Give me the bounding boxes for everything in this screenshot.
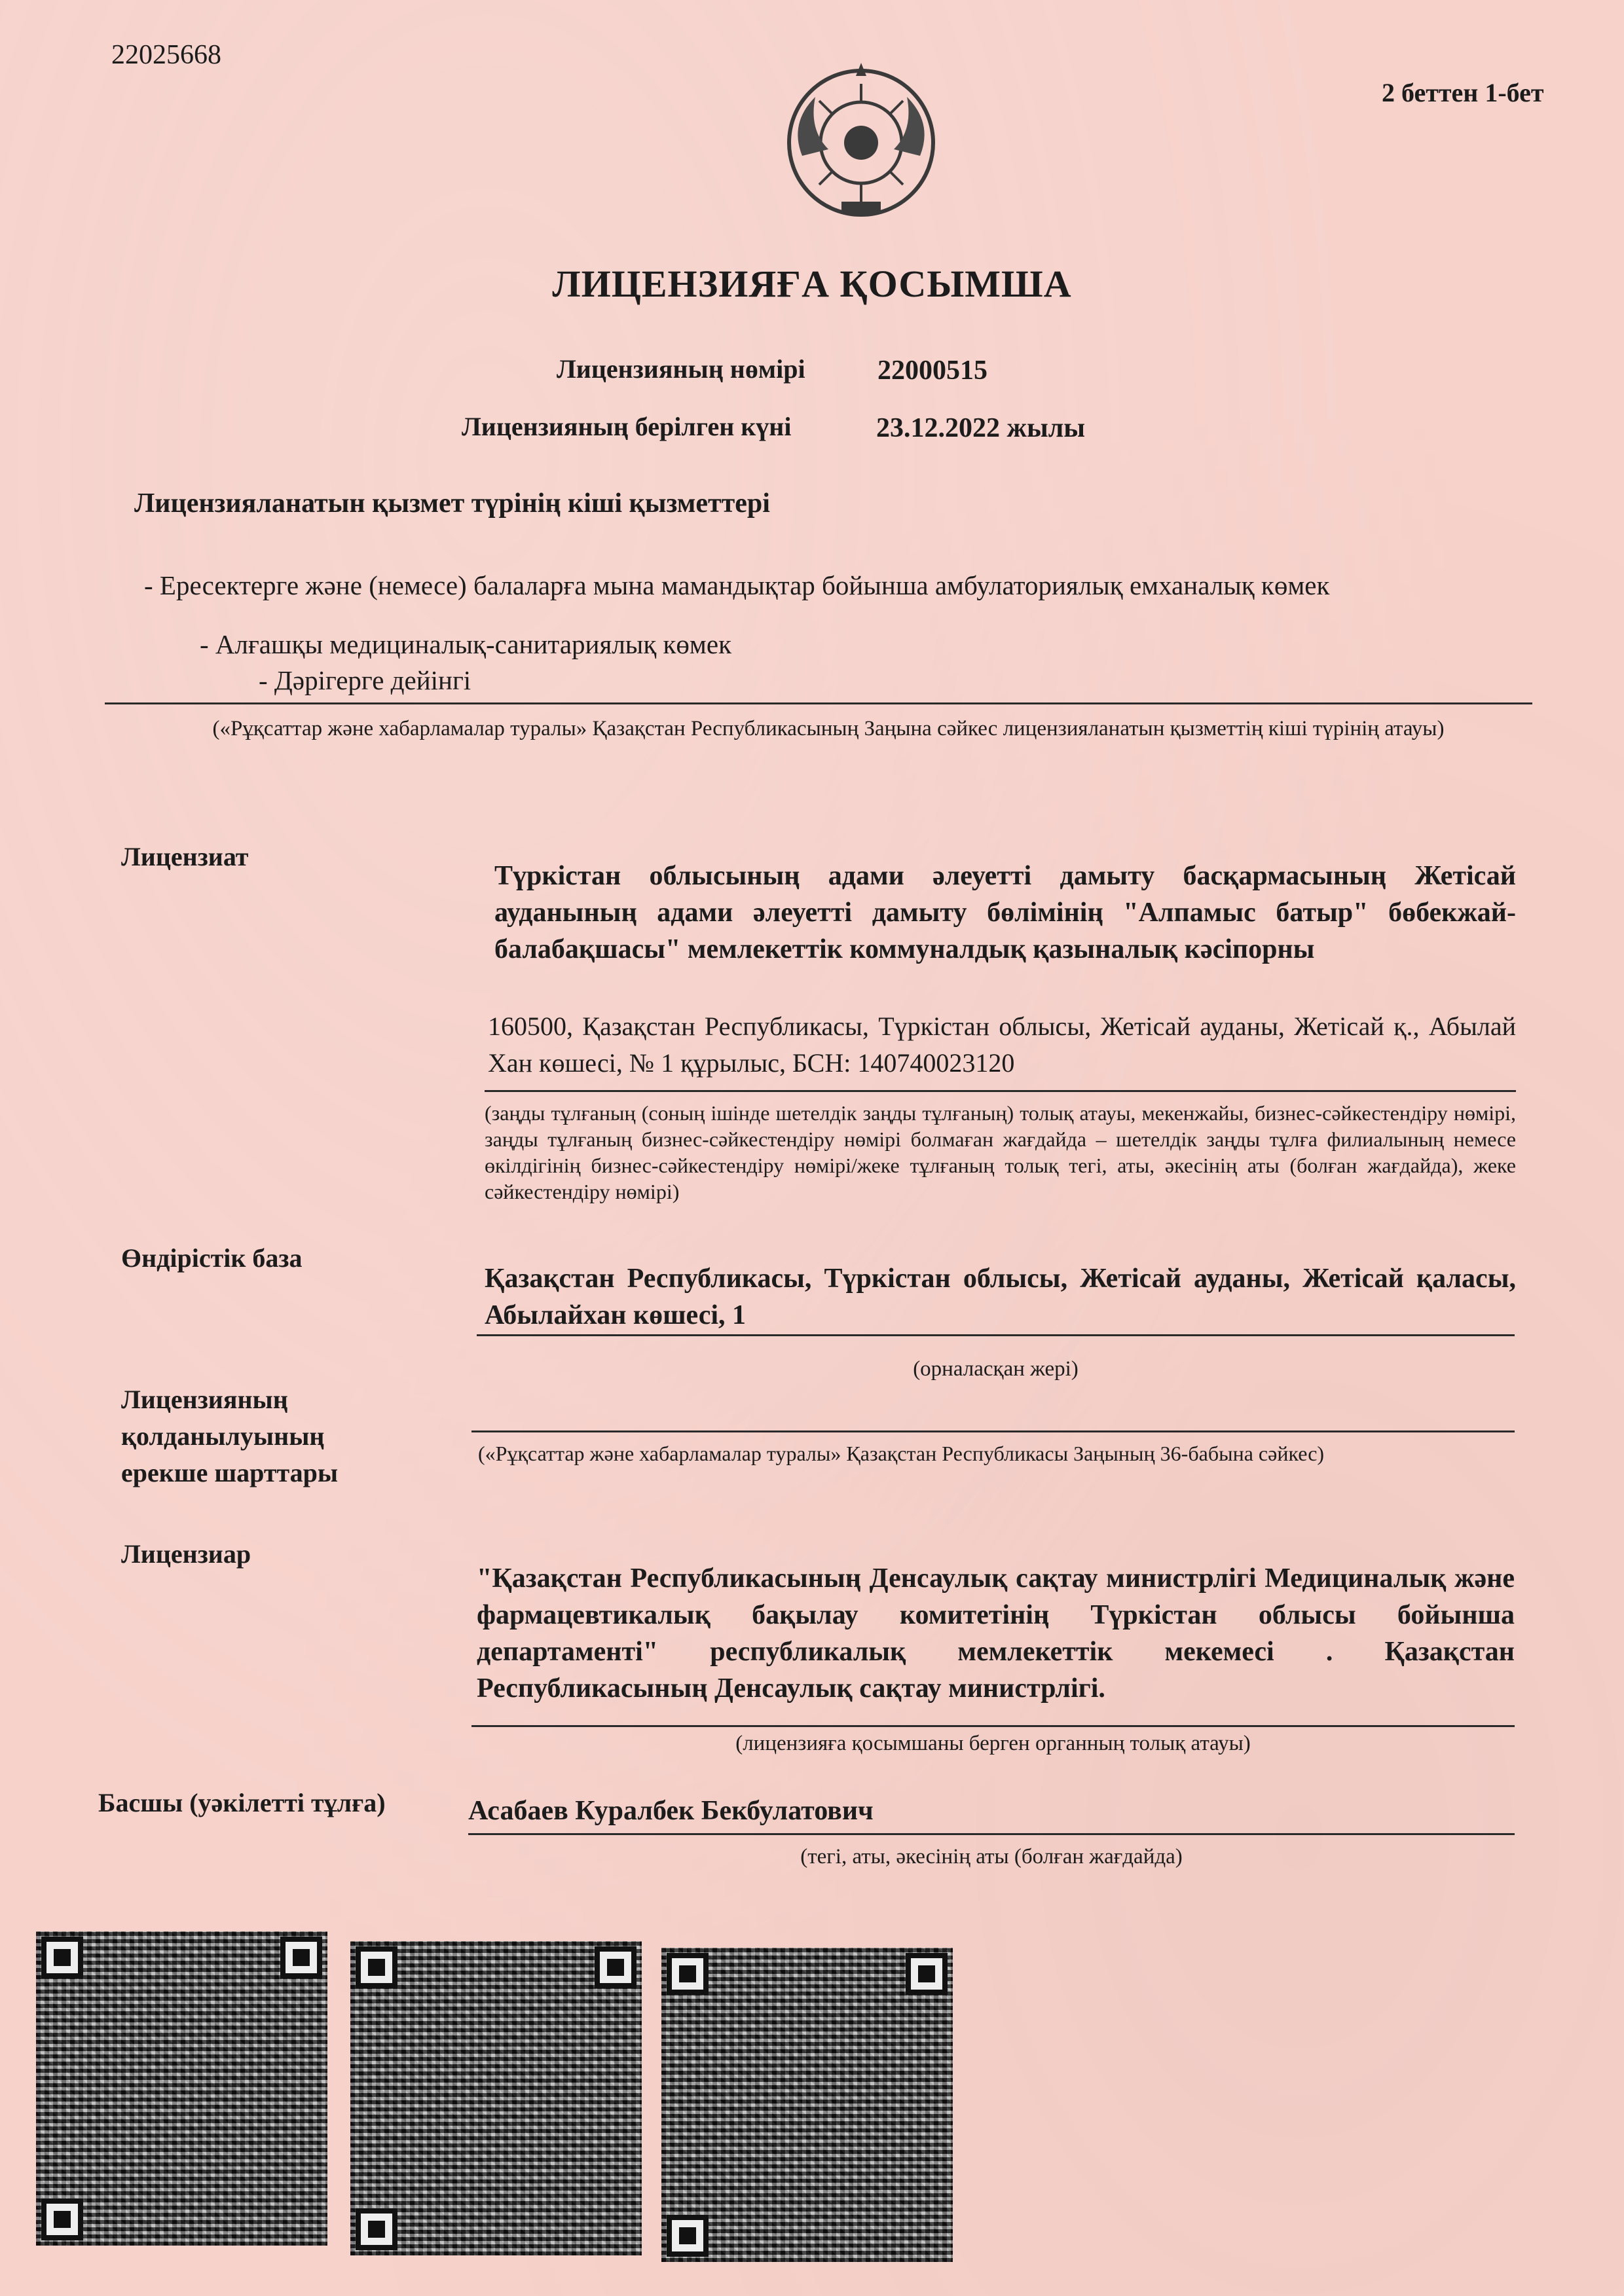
licensee-label: Лицензиат bbox=[121, 842, 249, 871]
license-number-label: Лицензияның нөмірі bbox=[557, 354, 805, 384]
special-conditions-label-line: Лицензияның bbox=[121, 1385, 288, 1414]
special-conditions-note: («Рұқсаттар және хабарламалар туралы» Қазақстан Республикасы Заңының 36-бабына сәйкес) bbox=[478, 1442, 1325, 1465]
licensee-name: Түркістан облысының адами әлеуетті дамыту басқармасының Жетісай ауданының адами әлеуетті дамыту бөлімінің "Алпамыс батыр" бөбекжай-балабақшасы" мемлекеттік коммуналдық қазыналық кәсіпорны bbox=[494, 861, 1516, 964]
divider bbox=[105, 702, 1532, 704]
head-value: Асабаев Куралбек Бекбулатович bbox=[468, 1796, 874, 1826]
qr-finder-icon bbox=[906, 1953, 948, 1995]
production-base-value: Қазақстан Республикасы, Түркістан облысы, Жетісай ауданы, Жетісай қаласы, Абылайхан көшесі, 1 bbox=[485, 1264, 1516, 1330]
qr-finder-icon bbox=[41, 1937, 83, 1978]
divider bbox=[485, 1090, 1516, 1092]
qr-finder-icon bbox=[356, 1946, 397, 1988]
licensor-note: (лицензияға қосымшаны берген органның толық атауы) bbox=[735, 1732, 1251, 1755]
licensor-value: "Қазақстан Республикасының Денсаулық сақтау министрлігі Медициналық және фармацевтикалық бақылау комитетінің Түркістан облысы бойынша департаменті" республикалық мемлекеттік мекемесі . Қазақстан Республикасының Денсаулық сақтау министрлігі. bbox=[477, 1563, 1515, 1704]
head-label: Басшы (уәкілетті тұлға) bbox=[98, 1788, 386, 1817]
qr-code-icon bbox=[661, 1948, 953, 2262]
special-conditions-label bbox=[121, 1381, 338, 1491]
license-date-value: 23.12.2022 жылы bbox=[876, 413, 1086, 443]
license-number-value: 22000515 bbox=[877, 355, 987, 386]
special-conditions-label-line: қолданылуының bbox=[121, 1421, 325, 1451]
qr-code-icon bbox=[350, 1941, 642, 2255]
page-indicator: 2 беттен 1-бет bbox=[1382, 78, 1544, 107]
qr-finder-icon bbox=[356, 2208, 397, 2250]
subservice-item: - Дәрігерге дейінгі bbox=[259, 665, 471, 695]
subservices-note: («Рұқсаттар және хабарламалар туралы» Қазақстан Республикасының Заңына сәйкес лицензияланатын қызметтің кіші түрінің атауы) bbox=[212, 717, 1445, 740]
special-conditions-label-line: ерекше шарттары bbox=[121, 1458, 339, 1487]
licensee-address: 160500, Қазақстан Республикасы, Түркістан облысы, Жетісай ауданы, Жетісай қ., Абылай Хан көшесі, № 1 құрылыс, БСН: 140740023120 bbox=[488, 1011, 1516, 1078]
license-date-label: Лицензияның берілген күні bbox=[462, 412, 792, 441]
production-base-label: Өндірістік база bbox=[121, 1243, 303, 1273]
subservices-heading: Лицензияланатын қызмет түрінің кіші қызметтері bbox=[134, 488, 770, 519]
page-title: ЛИЦЕНЗИЯҒА ҚОСЫМША bbox=[552, 263, 1072, 305]
qr-finder-icon bbox=[667, 2215, 709, 2257]
divider bbox=[468, 1833, 1515, 1835]
qr-finder-icon bbox=[41, 2198, 83, 2240]
licensor-label: Лицензиар bbox=[121, 1539, 251, 1569]
head-note: (тегі, аты, әкесінің аты (болған жағдайда) bbox=[800, 1845, 1183, 1868]
divider bbox=[477, 1334, 1515, 1336]
licensee-note: (заңды тұлғаның (соның ішінде шетелдік заңды тұлғаның) толық атауы, мекенжайы, бизнес-сәйкестендіру нөмірі, заңды тұлғаның бизнес-сәйкестендіру нөмірі болмаған жағдайда – шетелдік заңды тұлға филиалының немесе өкілдігінің бизнес-сәйкестендіру нөмірі/жеке тұлғаның толық тегі, аты, әкесінің аты (болған жағдайда), жеке сәйкестендіру нөмірі) bbox=[485, 1101, 1516, 1203]
production-base-note: (орналасқан жері) bbox=[913, 1357, 1079, 1381]
qr-finder-icon bbox=[595, 1946, 637, 1988]
document-number: 22025668 bbox=[111, 40, 221, 70]
divider bbox=[471, 1430, 1515, 1432]
subservice-item: - Алғашқы медициналық-санитариялық көмек bbox=[200, 629, 731, 659]
divider bbox=[471, 1725, 1515, 1727]
subservice-item: - Ересектерге және (немесе) балаларға мына мамандықтар бойынша амбулаториялық емханалық көмек bbox=[144, 570, 1330, 600]
qr-finder-icon bbox=[667, 1953, 709, 1995]
state-emblem-icon bbox=[776, 58, 946, 228]
qr-code-icon bbox=[36, 1931, 327, 2246]
qr-finder-icon bbox=[280, 1937, 322, 1978]
